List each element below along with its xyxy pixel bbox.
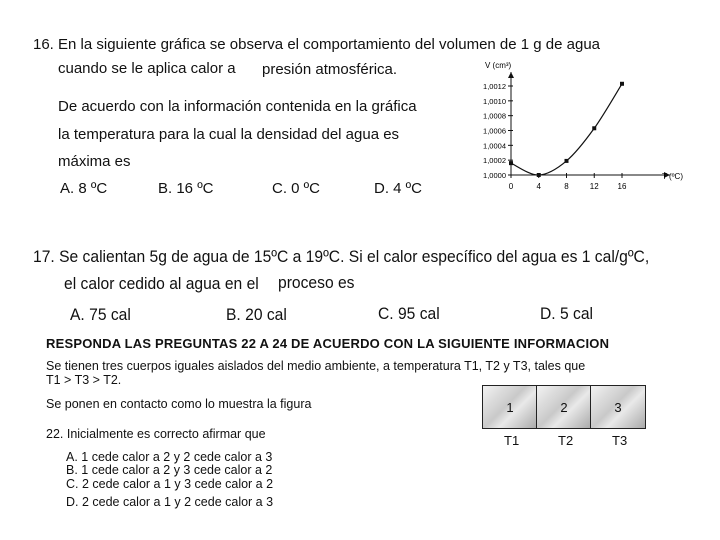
x-tick-label: 8 bbox=[564, 182, 569, 191]
y-tick-label: 1,0010 bbox=[483, 96, 506, 106]
q17-line2: el calor cedido al agua en el bbox=[64, 274, 259, 293]
body-3: 3 bbox=[590, 385, 646, 429]
x-tick-label: 0 bbox=[508, 182, 514, 191]
label-t1: T1 bbox=[504, 433, 520, 448]
data-point bbox=[537, 173, 541, 177]
q16-line3: De acuerdo con la información contenida en la gráfica bbox=[58, 98, 417, 115]
y-tick-label: 1,0002 bbox=[483, 156, 506, 166]
x-tick-label: 12 bbox=[589, 182, 599, 191]
label-t3: T3 bbox=[612, 433, 628, 448]
q16-line2b: presión atmosférica. bbox=[262, 61, 398, 78]
q22-option-b: B. 1 cede calor a 2 y 3 cede calor a 2 bbox=[66, 463, 273, 477]
q16-option-c: C. 0 ºC bbox=[272, 180, 320, 197]
q17-option-c: C. 95 cal bbox=[378, 304, 440, 323]
section-header: RESPONDA LAS PREGUNTAS 22 A 24 DE ACUERDO CON LA SIGUIENTE INFORMACION bbox=[46, 336, 610, 351]
data-point bbox=[592, 126, 596, 130]
q17-option-d: D. 5 cal bbox=[540, 304, 594, 323]
q22-option-c: C. 2 cede calor a 1 y 3 cede calor a 2 bbox=[66, 477, 274, 491]
q16-line2: cuando se le aplica calor a bbox=[58, 60, 236, 77]
y-tick-label: 1,0000 bbox=[483, 171, 506, 180]
x-tick-label: 4 bbox=[536, 182, 541, 191]
q16-option-b: B. 16 ºC bbox=[158, 180, 214, 197]
three-bodies-figure bbox=[482, 385, 646, 457]
q17-line2b: proceso es bbox=[278, 273, 355, 292]
q17-line1: 17. Se calientan 5g de agua de 15ºC a 19ºC. Si el calor específico del agua es 1 cal/gºC, bbox=[33, 247, 650, 266]
section-intro-line3: Se ponen en contacto como lo muestra la figura bbox=[46, 397, 312, 411]
data-point bbox=[565, 159, 569, 163]
body-2: 2 bbox=[536, 385, 592, 429]
q16-line4: la temperatura para la cual la densidad del agua es bbox=[58, 126, 400, 143]
y-axis-label: V (cm³) bbox=[485, 61, 512, 70]
x-axis-label: T (ºC) bbox=[662, 172, 683, 181]
y-tick-label: 1,0008 bbox=[483, 111, 506, 121]
section-intro-line1: Se tienen tres cuerpos iguales aislados del medio ambiente, a temperatura T1, T2 y T3, tales que bbox=[46, 359, 586, 373]
q22-option-a: A. 1 cede calor a 2 y 2 cede calor a 3 bbox=[66, 450, 273, 464]
volume-temperature-chart bbox=[460, 58, 692, 198]
q22-option-d: D. 2 cede calor a 1 y 2 cede calor a 3 bbox=[66, 495, 274, 509]
y-tick-label: 1,0012 bbox=[483, 82, 506, 91]
y-tick-label: 1,0004 bbox=[483, 141, 506, 151]
q17-option-b: B. 20 cal bbox=[226, 305, 287, 324]
data-point bbox=[509, 161, 513, 165]
q17-option-a: A. 75 cal bbox=[70, 305, 131, 324]
label-t2: T2 bbox=[558, 433, 574, 448]
data-point bbox=[620, 82, 624, 86]
q22-stem: 22. Inicialmente es correcto afirmar que bbox=[46, 427, 266, 441]
y-axis-arrow bbox=[508, 72, 514, 78]
q16-line1: 16. En la siguiente gráfica se observa el comportamiento del volumen de 1 g de agua bbox=[33, 36, 601, 53]
y-tick-label: 1,0006 bbox=[483, 126, 506, 136]
q16-line5: máxima es bbox=[58, 153, 131, 170]
q16-option-d: D. 4 ºC bbox=[374, 180, 422, 197]
body-1: 1 bbox=[482, 385, 538, 429]
x-tick-label: 16 bbox=[617, 182, 627, 191]
section-intro-line2: T1 > T3 > T2. bbox=[46, 373, 122, 387]
q16-option-a: A. 8 ºC bbox=[60, 180, 108, 197]
